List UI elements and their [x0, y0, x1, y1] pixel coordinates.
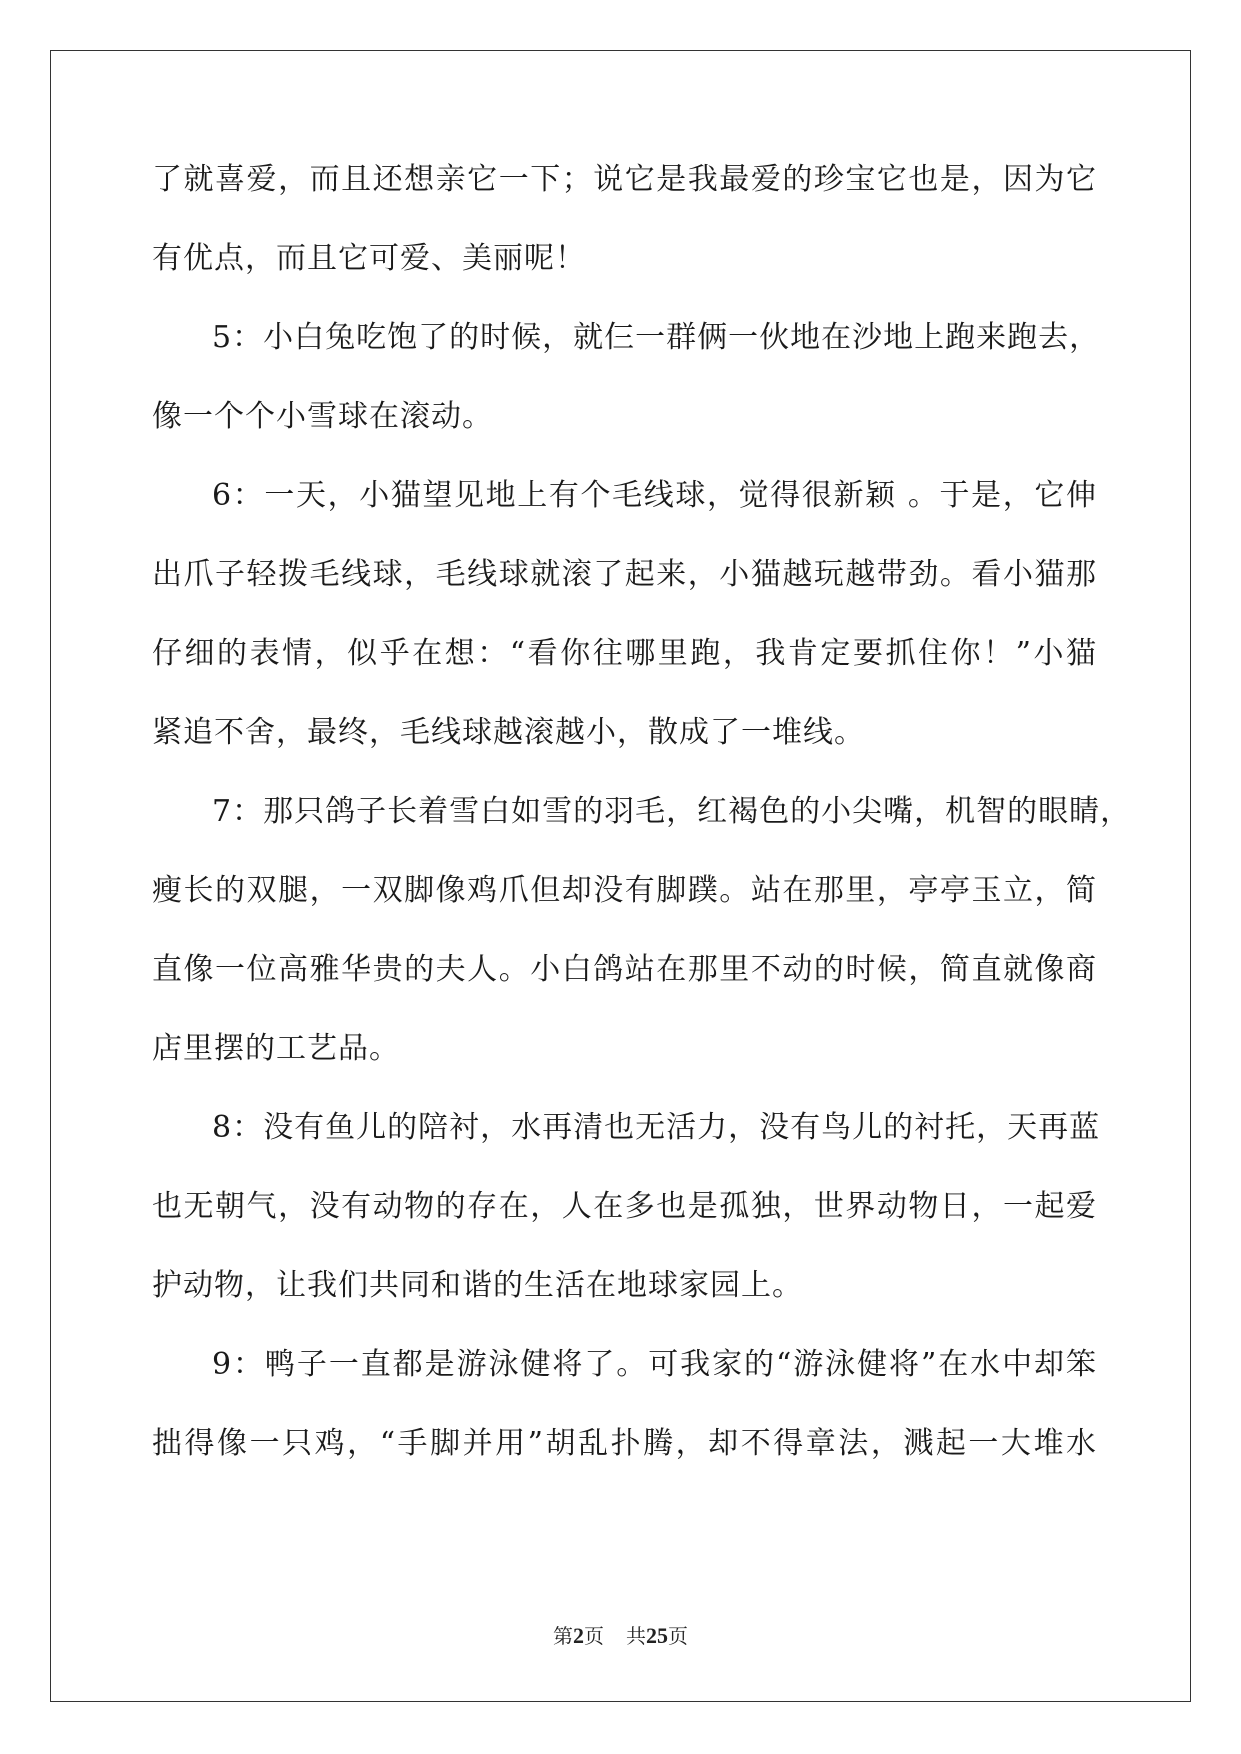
document-body: [152, 160, 1132, 1464]
paragraph-line: 像一个个小雪球在滚动。: [152, 399, 493, 434]
paragraph-line: 仔细的表情，似乎在想：“看你往哪里跑，我肯定要抓住你！”小猫: [152, 636, 1097, 671]
paragraph-line: 瘦长的双腿，一双脚像鸡爪但却没有脚蹼。站在那里，亭亭玉立，简: [152, 873, 1097, 908]
paragraph-line: 6：一天，小猫望见地上有个毛线球，觉得很新颖 。于是，它伸: [212, 478, 1097, 513]
total-suffix: 页: [668, 1624, 688, 1648]
paragraph-line: 出爪子轻拨毛线球，毛线球就滚了起来，小猫越玩越带劲。看小猫那: [152, 557, 1097, 592]
paragraph-line: 紧追不舍，最终，毛线球越滚越小，散成了一堆线。: [152, 715, 865, 750]
page-prefix: 第: [553, 1624, 573, 1648]
paragraph-line: 7：那只鸽子长着雪白如雪的羽毛，红褐色的小尖嘴，机智的眼睛，: [212, 794, 1132, 829]
total-prefix: 共: [626, 1624, 646, 1648]
paragraph-line: 拙得像一只鸡，“手脚并用”胡乱扑腾，却不得章法，溅起一大堆水: [152, 1426, 1097, 1461]
paragraph-line: 了就喜爱，而且还想亲它一下；说它是我最爱的珍宝它也是，因为它: [152, 162, 1097, 197]
paragraph-line: 也无朝气，没有动物的存在，人在多也是孤独，世界动物日，一起爱: [152, 1189, 1097, 1224]
page-suffix: 页: [584, 1624, 604, 1648]
paragraph-line: 9：鸭子一直都是游泳健将了。可我家的“游泳健将”在水中却笨: [212, 1347, 1097, 1382]
paragraph-line: 有优点，而且它可爱、美丽呢！: [152, 241, 586, 276]
paragraph-line: 直像一位高雅华贵的夫人。小白鸽站在那里不动的时候，简直就像商: [152, 952, 1097, 987]
paragraph-line: 店里摆的工艺品。: [152, 1031, 400, 1066]
paragraph-line: 护动物，让我们共同和谐的生活在地球家园上。: [152, 1268, 803, 1303]
page-number: 2: [573, 1623, 584, 1648]
paragraph-line: 8：没有鱼儿的陪衬，水再清也无活力，没有鸟儿的衬托，天再蓝: [212, 1110, 1101, 1145]
paragraph-line: 5：小白兔吃饱了的时候，就仨一群俩一伙地在沙地上跑来跑去，: [212, 320, 1101, 355]
page-footer: [0, 1620, 1241, 1649]
total-pages: 25: [646, 1623, 668, 1648]
